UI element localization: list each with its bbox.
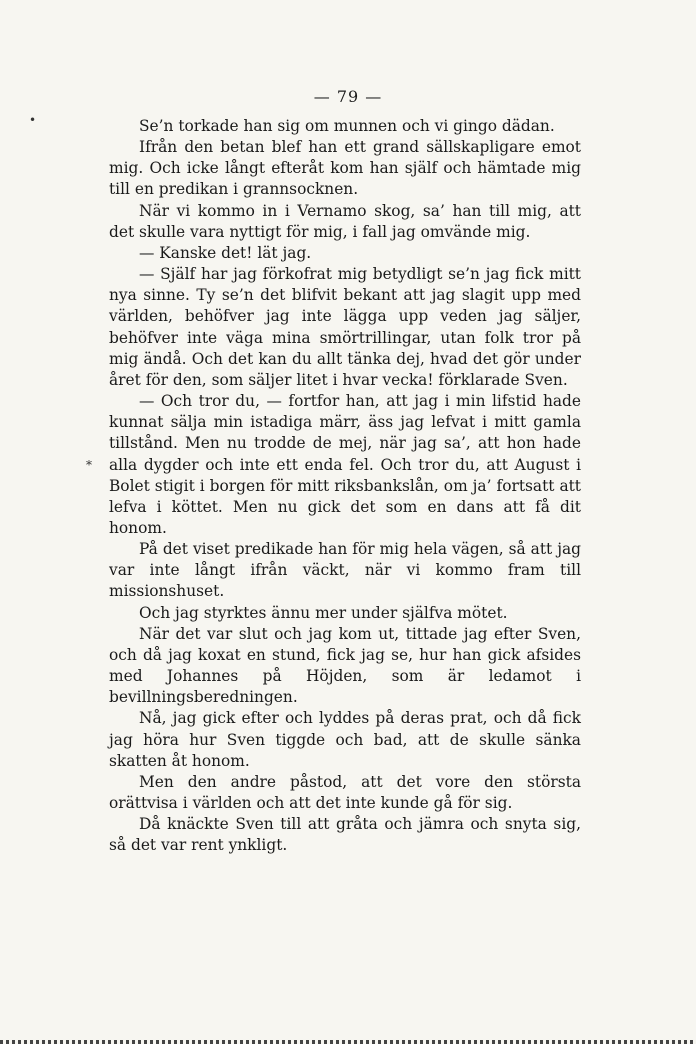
paragraph: Och jag styrktes ännu mer under själfva mötet. — [139, 603, 508, 622]
paragraph: På det viset predikade han för mig hela vägen, så att jag var inte långt ifrån väckt, när vi kommo fram till missionshuset. — [109, 540, 581, 601]
page-number: — 79 — — [313, 87, 383, 106]
paragraph: — Och tror du, — fortfor han, att jag i min lifstid hade kunnat sälja min istadiga märr, äss jag lefvat i mitt gamla tillstånd. Men nu trodde de mej, när jag sa’, att hon hade alla dygder och inte ett enda fel. Och tror du, att August i Bolet stigit i borgen för mitt riksbankslån, om ja’ fortsatt att lefva i köttet. Men nu gick det som en dans att få dit honom. — [109, 392, 581, 537]
margin-mark-asterisk: * — [86, 458, 92, 472]
paragraph: När det var slut och jag kom ut, tittade jag efter Sven, och då jag koxat en stund, fick jag se, hur han gick afsides med Johannes på Höjden, som är ledamot i bevillningsberedningen. — [109, 624, 581, 707]
paragraph: — Kanske det! lät jag. — [139, 243, 312, 262]
margin-mark-bullet: • — [29, 113, 37, 127]
paragraph: Men den andre påstod, att det vore den största orättvisa i världen och att det inte kunde gå för sig. — [109, 772, 581, 812]
paragraph: Se’n torkade han sig om munnen och vi gingo dädan. — [139, 117, 555, 135]
paragraph: Då knäckte Sven till att gråta och jämra och snyta sig, så det var rent ynkligt. — [109, 815, 581, 855]
scan-edge — [0, 1040, 696, 1044]
paragraph: — Själf har jag förkofrat mig betydligt se’n jag fick mitt nya sinne. Ty se’n det blifvit bekant att jag slagit upp med världen, behöfver jag inte lägga upp veden jag säljer, behöfver inte väga mina smörtrillingar, utan folk tror på mig ändå. Och det kan du allt tänka dej, hvad det gör under året för den, som säljer litet i hvar vecka! förklarade Sven. — [109, 265, 581, 389]
body-text — [109, 116, 581, 856]
paragraph: Ifrån den betan blef han ett grand sällskapligare emot mig. Och icke långt efteråt kom han själf och hämtade mig till en predikan i grannsocknen. — [109, 138, 581, 199]
paragraph: När vi kommo in i Vernamo skog, sa’ han till mig, att det skulle vara nyttigt för mig, i fall jag omvände mig. — [109, 201, 581, 241]
paragraph: Nå, jag gick efter och lyddes på deras prat, och då fick jag höra hur Sven tiggde och bad, att de skulle sänka skatten åt honom. — [109, 709, 581, 770]
